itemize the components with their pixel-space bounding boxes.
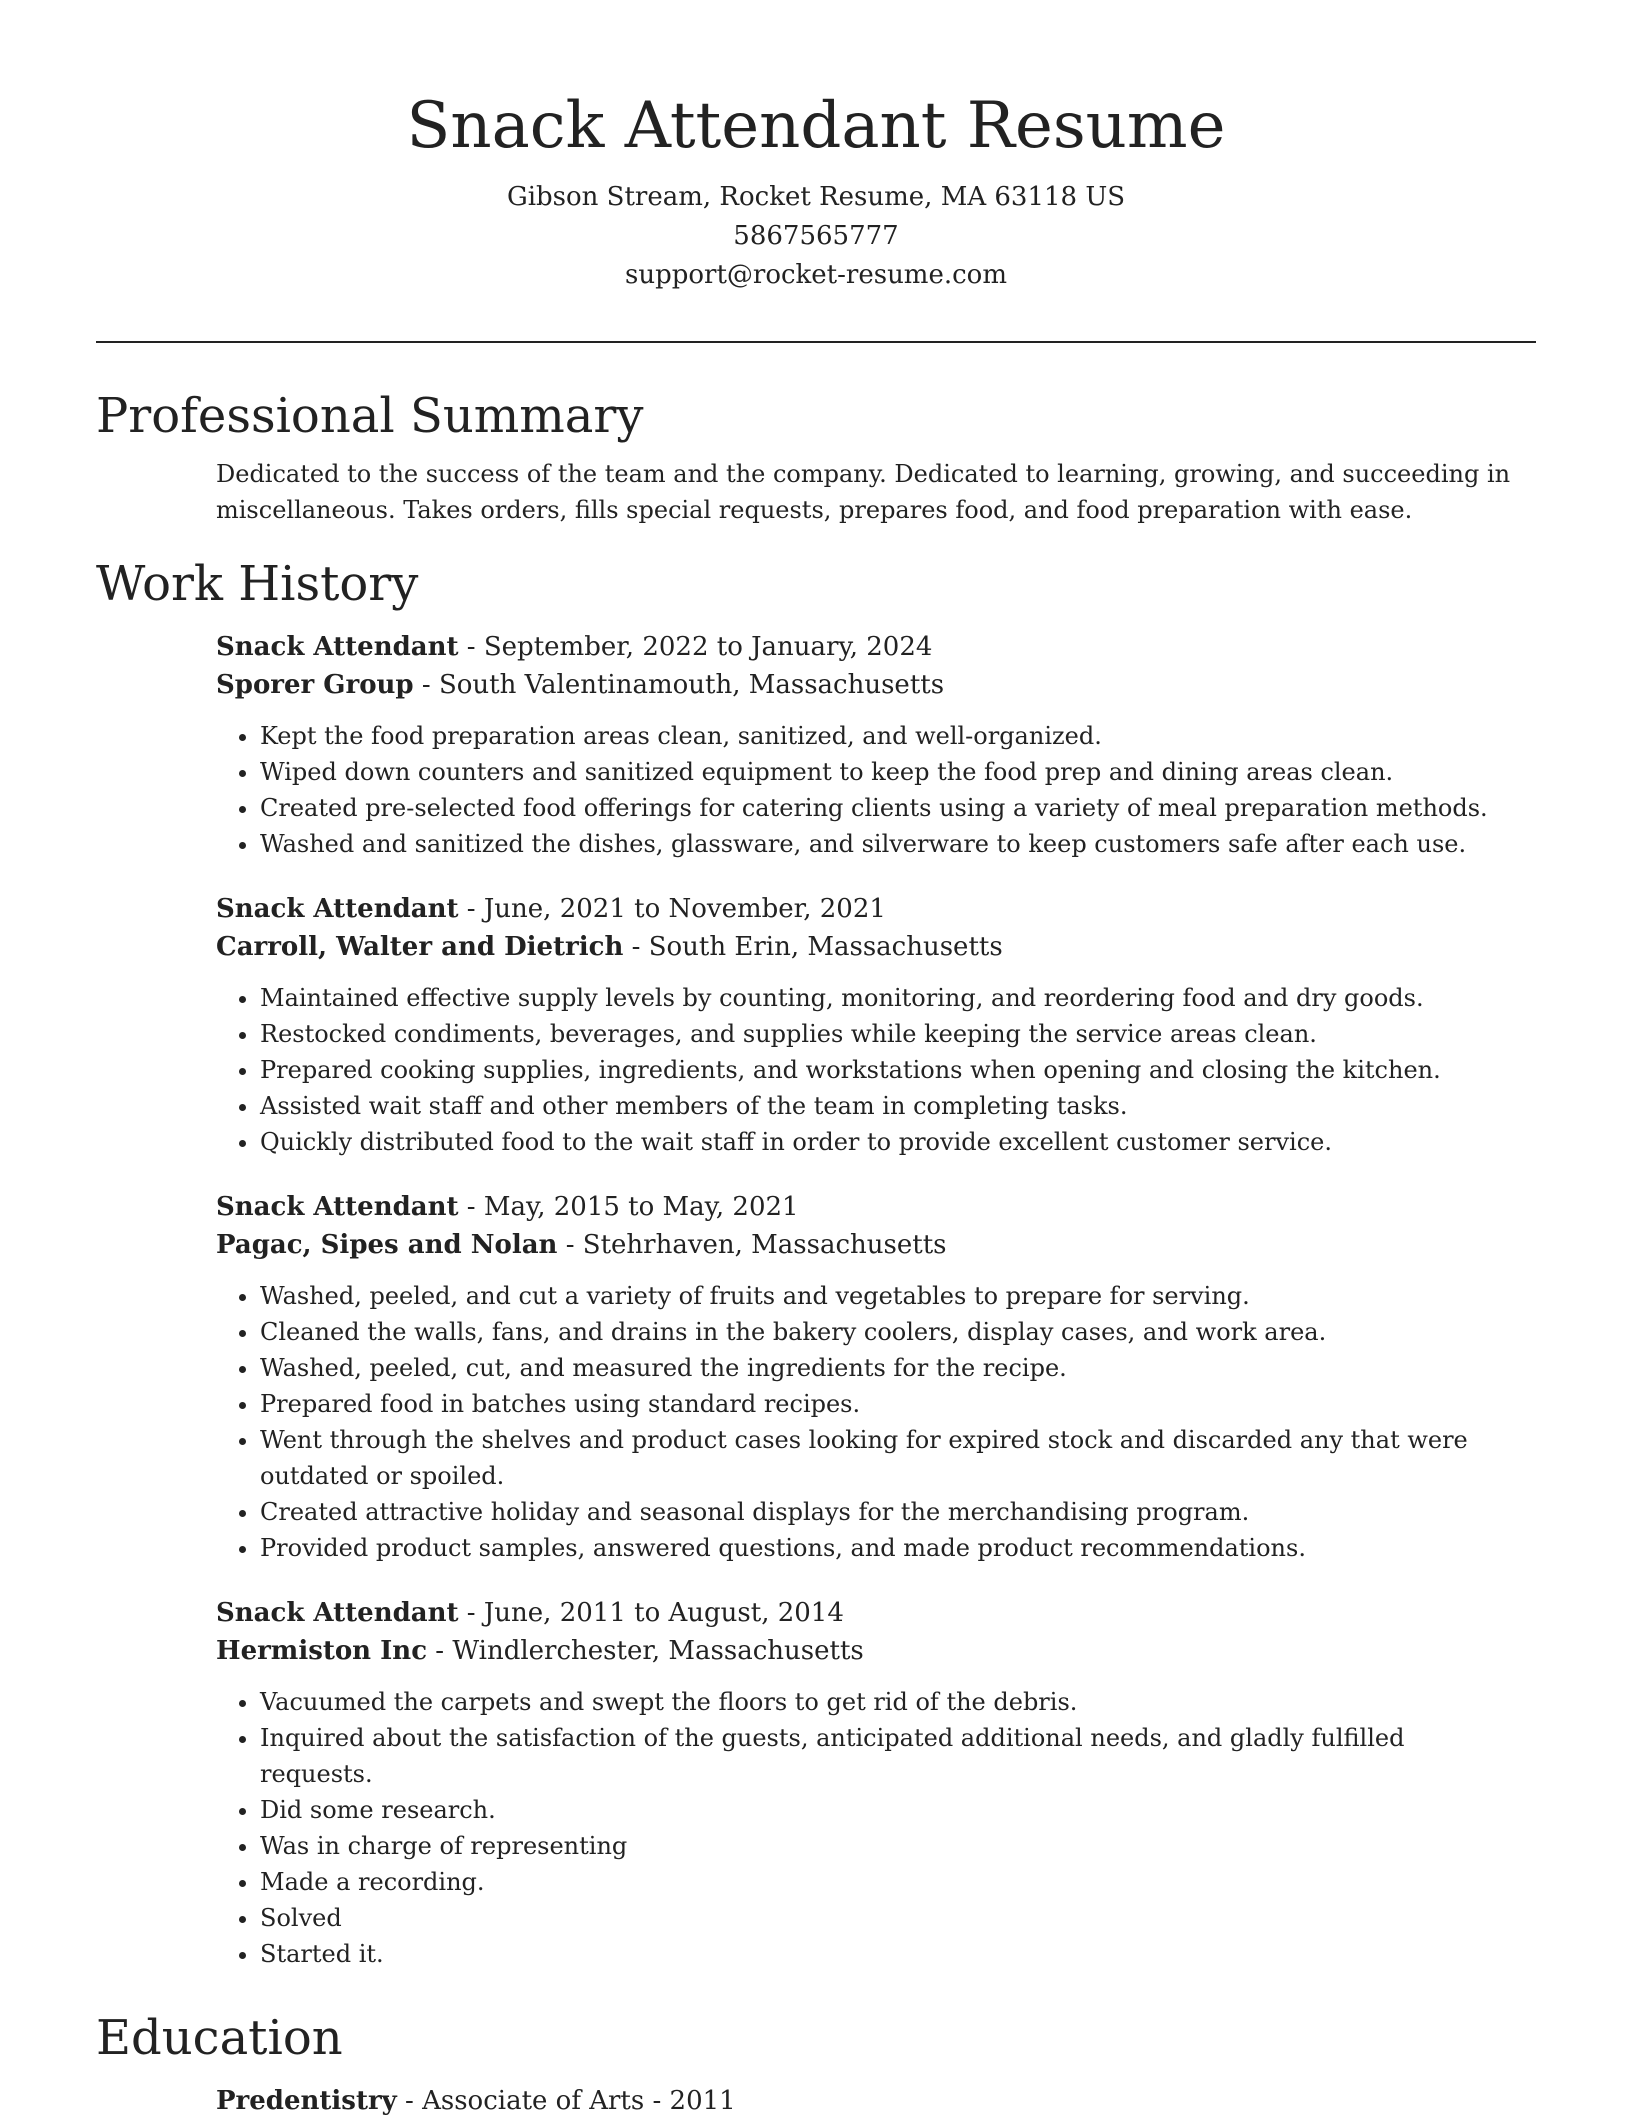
job-company-line — [216, 1632, 1536, 1670]
job-bullets — [216, 1278, 1536, 1566]
education-entry — [216, 2082, 1536, 2120]
education-section — [96, 2000, 1536, 2120]
job-dates: - June, 2011 to August, 2014 — [458, 1598, 844, 1628]
job-bullet: • Created pre-selected food offerings for catering clients using a variety of meal preparation methods. — [260, 790, 1490, 826]
job-bullet: • Washed, peeled, and cut a variety of fruits and vegetables to prepare for serving. — [260, 1278, 1490, 1314]
job-bullet: • Vacuumed the carpets and swept the floors to get rid of the debris. — [260, 1684, 1490, 1720]
job-location: - South Valentinamouth, Massachusetts — [413, 670, 945, 700]
job-title: Snack Attendant — [216, 1598, 459, 1628]
job-title-line — [216, 1594, 1536, 1632]
job-entry — [216, 1188, 1536, 1566]
job-bullet: • Quickly distributed food to the wait staff in order to provide excellent customer service. — [260, 1124, 1490, 1160]
resume-title: Snack Attendant Resume — [406, 89, 1226, 163]
job-company: Hermiston Inc — [216, 1636, 428, 1666]
job-entry — [216, 890, 1536, 1160]
job-bullet: • Wiped down counters and sanitized equipment to keep the food prep and dining areas clean. — [260, 754, 1490, 790]
job-dates: - June, 2021 to November, 2021 — [458, 894, 886, 924]
job-bullet: • Inquired about the satisfaction of the guests, anticipated additional needs, and gladly fulfilled requests. — [260, 1720, 1490, 1792]
job-bullet: • Prepared cooking supplies, ingredients, and workstations when opening and closing the kitchen. — [260, 1052, 1490, 1088]
contact-email: support@rocket-resume.com — [624, 260, 1007, 290]
job-bullet: • Went through the shelves and product cases looking for expired stock and discarded any that were outdated or spoiled. — [260, 1422, 1490, 1494]
job-company-line — [216, 666, 1536, 704]
section-heading-work-history: Work History — [96, 556, 419, 612]
header-divider — [96, 341, 1536, 343]
job-entry — [216, 1594, 1536, 1972]
job-dates: - September, 2022 to January, 2024 — [458, 632, 933, 662]
job-bullets — [216, 1684, 1536, 1972]
job-bullet: • Washed, peeled, cut, and measured the ingredients for the recipe. — [260, 1350, 1490, 1386]
job-title: Snack Attendant — [216, 894, 459, 924]
job-bullet: • Kept the food preparation areas clean, sanitized, and well-organized. — [260, 718, 1490, 754]
job-bullets — [216, 718, 1536, 862]
job-company: Sporer Group — [216, 670, 414, 700]
job-bullet: • Maintained effective supply levels by counting, monitoring, and reordering food and dry goods. — [260, 980, 1490, 1016]
job-title-line — [216, 890, 1536, 928]
jobs-list — [216, 628, 1536, 1972]
summary-text: Dedicated to the success of the team and the company. Dedicated to learning, growing, and succeeding in miscellaneous. Takes orders, fills special requests, prepares food, and food preparation with ease. — [216, 460, 1511, 524]
job-bullet: • Made a recording. — [260, 1864, 1490, 1900]
job-title: Snack Attendant — [216, 632, 459, 662]
job-bullet: • Prepared food in batches using standard recipes. — [260, 1386, 1490, 1422]
job-company-line — [216, 1226, 1536, 1264]
professional-summary-section — [96, 378, 1536, 528]
job-bullet: • Assisted wait staff and other members of the team in completing tasks. — [260, 1088, 1490, 1124]
section-heading-summary: Professional Summary — [96, 388, 644, 444]
job-bullet: • Was in charge of representing — [260, 1828, 1490, 1864]
resume-header — [96, 84, 1536, 295]
job-bullet: • Solved — [260, 1900, 1490, 1936]
job-location: - Stehrhaven, Massachusetts — [557, 1230, 947, 1260]
job-entry — [216, 628, 1536, 862]
work-history-section — [96, 546, 1536, 1972]
job-bullet: • Did some research. — [260, 1792, 1490, 1828]
job-bullet: • Provided product samples, answered questions, and made product recommendations. — [260, 1530, 1490, 1566]
job-location: - South Erin, Massachusetts — [623, 932, 1003, 962]
job-bullet: • Created attractive holiday and seasonal displays for the merchandising program. — [260, 1494, 1490, 1530]
job-company: Pagac, Sipes and Nolan — [216, 1230, 558, 1260]
job-title-line — [216, 1188, 1536, 1226]
education-field: Predentistry — [216, 2086, 397, 2116]
job-company: Carroll, Walter and Dietrich — [216, 932, 624, 962]
job-bullet: • Cleaned the walls, fans, and drains in the bakery coolers, display cases, and work area. — [260, 1314, 1490, 1350]
job-bullet: • Started it. — [260, 1936, 1490, 1972]
section-heading-education: Education — [96, 2010, 343, 2066]
job-title: Snack Attendant — [216, 1192, 459, 1222]
job-bullet: • Restocked condiments, beverages, and supplies while keeping the service areas clean. — [260, 1016, 1490, 1052]
job-bullet: • Washed and sanitized the dishes, glassware, and silverware to keep customers safe after each use. — [260, 826, 1490, 862]
job-company-line — [216, 928, 1536, 966]
education-details: - Associate of Arts - 2011 — [396, 2086, 736, 2116]
contact-address: Gibson Stream, Rocket Resume, MA 63118 US — [506, 182, 1126, 212]
job-bullets — [216, 980, 1536, 1160]
job-location: - Windlerchester, Massachusetts — [427, 1636, 864, 1666]
job-dates: - May, 2015 to May, 2021 — [458, 1192, 799, 1222]
resume-content — [96, 378, 1536, 2120]
contact-phone: 5867565777 — [733, 221, 899, 251]
job-title-line — [216, 628, 1536, 666]
